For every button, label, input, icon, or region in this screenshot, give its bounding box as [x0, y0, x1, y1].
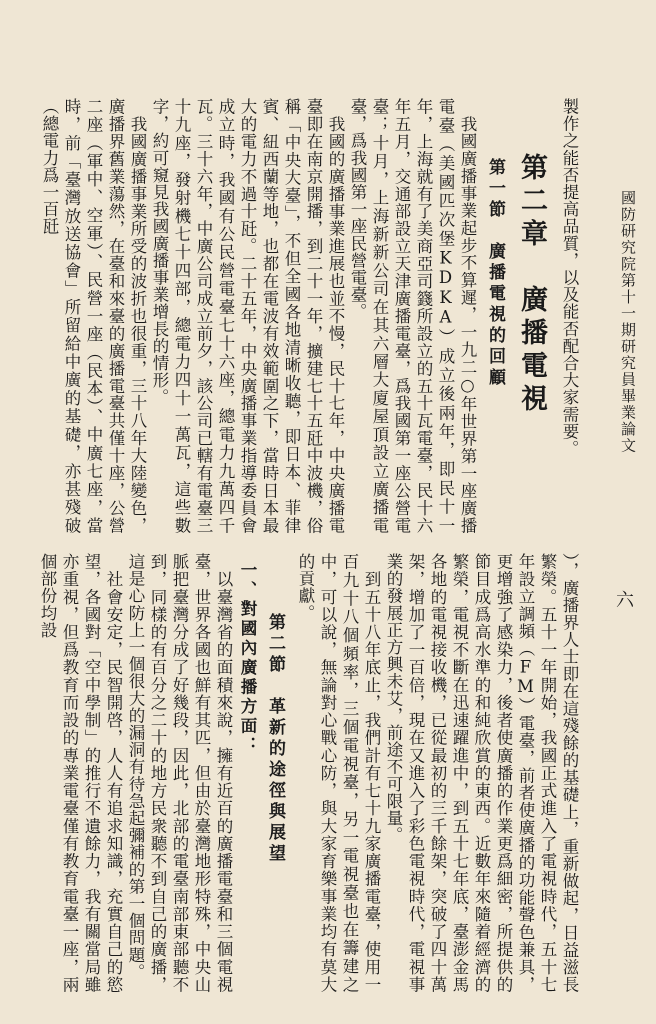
paragraph: 我國廣播事業所受的波折也很重，三十八年大陸變色，廣播界舊業蕩然，在臺和來臺的廣播電臺共僅十座，公營二座（軍中、空軍）、民營一座（民本）、中廣七座，當時，前「臺灣放送協會」所留給中廣的基礎，亦甚殘破（總電力爲一百瓩 — [40, 98, 147, 534]
paragraph: 製作之能否提高品質，以及能否配合大家需要。 — [560, 98, 579, 458]
paragraph: 社會安定，民智開啓，人人有追求知識，充實自己的慾望，各國對「空中學制」的推行不遺餘力，我有關當局雖亦重視，但爲教育而設的專業電臺僅有教育電臺一座，兩個部份均設 — [38, 553, 123, 993]
section-title: 第二節 革新的途徑與展望 — [265, 613, 285, 865]
paragraph: 以臺灣省的面積來說，擁有近百的廣播電臺和三個電視臺，世界各國也鮮有其匹，但由於臺灣地形特殊，中央山脈把臺灣分成了好幾段，因此，北部的電臺南部東部聽不到，同樣的有百分之二十的地方民衆聽不到自己的廣播，這是心防上一個很大的漏洞有待急起彌補的第一個問題。 — [126, 553, 233, 993]
section-title: 第一節 廣播電視的回顧 — [485, 158, 505, 389]
paragraph: ），廣播界人士即在這殘餘的基礎上，重新做起，日益滋長繁榮。五十一年開始，我國正式進入了電視時代，五十七年設立調頻（FM）電臺，前者使廣播的功能聲色兼具，更增強了感染力，後者使廣播的作業更爲細密，所提供的節目成爲高水準的和純欣賞的東西。近數年來隨着經濟的繁榮，電視不斷在迅速躍進中，到五十七年底，臺澎金馬各地的電視接收機，已從最初的三千餘架，突破了四十萬架，增加了一百倍，現在又進入了彩色電視時代，電視事業的發展正方興未艾，前途不可限量。 — [384, 553, 579, 993]
running-header: 國防研究院第十一期研究員畢業論文 — [619, 190, 637, 454]
page-number: 六 — [613, 590, 634, 608]
subsection-title: 一、對國內廣播方面： — [238, 561, 257, 756]
paragraph: 我國的廣播事業進展也並不慢，民十七年，中央廣播電臺即在南京開播，到二十一年，擴建七十五瓩中波機，俗稱「中央大臺」，不但全國各地清晰收聽，即日本、菲律賓、紐西蘭等地，也都在電波有效範圍之下，當時日本最大的電力不過十瓩。二十五年，中央廣播事業指導委員會成立時，我國有公民營電臺七十六座，總電力九萬四千瓦。三十六年，中廣公司成立前夕，該公司已轄有電臺三十九座，發射機七十四部，總電力四十一萬瓦，這些數字，約可窺見我國廣播事業增長的情形。 — [150, 98, 345, 534]
chapter-title: 第二章 廣播電視 — [516, 153, 547, 417]
paragraph: 到五十八年底止，我們計有七十九家廣播電臺，使用一百九十八個頻率，三個電視臺，另一電視臺也在籌建之中，可以說，無論對心戰心防，與大家育樂事業均有莫大的貢獻。 — [296, 553, 381, 993]
paragraph: 我國廣播事業起步不算遲，一九二○年世界第一座廣播電臺（美國匹次堡KDKA）成立後兩年，即民十一年，上海就有了美商亞司籛所設立的五十瓦電臺，民十六年五月，交通部設立天津廣播電臺，爲我國第一座公營電臺；十月，上海新新公司在其六層大廈屋頂設立廣播電臺，爲我國第一座民營電臺。 — [348, 98, 477, 534]
top-text-block — [40, 98, 580, 534]
bottom-text-block — [38, 553, 580, 993]
